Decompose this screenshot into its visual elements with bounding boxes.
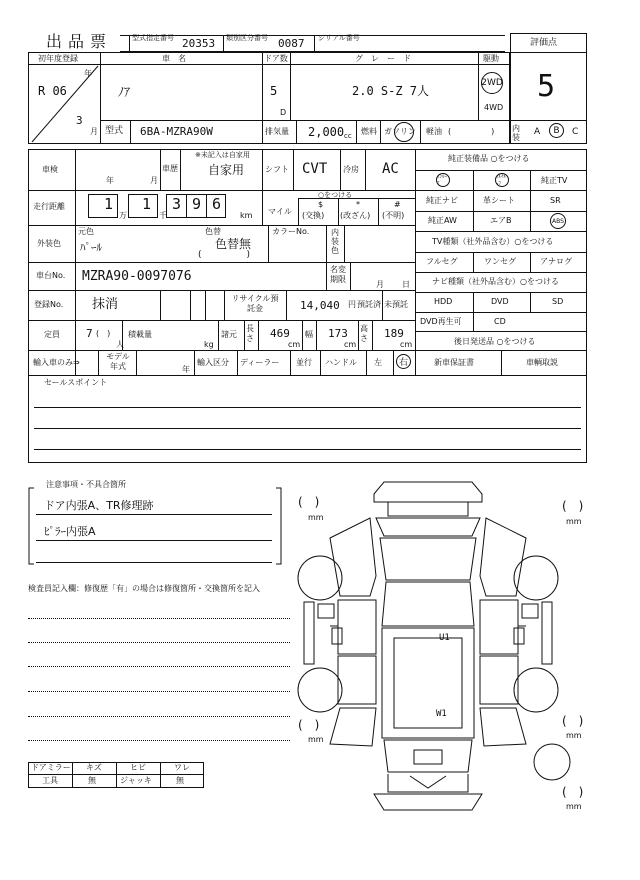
class-no-label: 類別区分番号 xyxy=(226,34,268,42)
doors-value: 5 xyxy=(270,84,278,98)
height: 189 xyxy=(384,327,404,340)
fuel-circle xyxy=(394,122,414,142)
inspector-label: 検査員記入欄：修復歴「有」の場合は修復箇所・交換箇所を記入 xyxy=(28,584,260,593)
original-color: ﾊﾟｰﾙ xyxy=(80,241,102,254)
mileage-digit-5: 6 xyxy=(212,195,222,213)
drive-4wd: 4WD xyxy=(484,103,504,112)
car-name: ﾉｱ xyxy=(118,85,131,99)
damage-u1: U1 xyxy=(439,633,450,643)
reg-no: 抹消 xyxy=(92,297,119,312)
grade-value: 2.0 S-Z 7人 xyxy=(352,84,430,98)
notes-label: 注意事項・不具合箇所 xyxy=(46,480,126,489)
equip-abs: ABS xyxy=(550,213,566,229)
displacement: 2,000 xyxy=(308,125,345,139)
first-reg-month: 3 xyxy=(76,114,83,127)
shift-value: CVT xyxy=(302,161,328,177)
mileage-digit-1: 1 xyxy=(104,195,114,213)
ac-value: AC xyxy=(382,161,399,177)
mileage-digit-3: 3 xyxy=(172,195,182,213)
equip-multiroof: ﾏﾙﾁﾙｰﾌ xyxy=(495,173,509,187)
mileage-digit-2: 1 xyxy=(142,195,152,213)
serial-label: シリアル番号 xyxy=(318,34,360,42)
fuel-gasoline: ガソリン xyxy=(384,127,416,136)
fuel-diesel: 軽油 xyxy=(426,127,442,136)
grade-label: グ レ ー ド xyxy=(355,54,411,63)
car-body-diagram xyxy=(290,476,590,816)
model-no-label: 型式指定番号 xyxy=(132,34,174,42)
score-value: 5 xyxy=(537,69,556,104)
chassis-no: MZRA90-0097076 xyxy=(82,269,192,284)
equip-tv: 純正TV xyxy=(541,176,568,185)
length: 469 xyxy=(270,327,290,340)
recycle-amount: 14,040 xyxy=(300,299,340,312)
drive-2wd: 2WD xyxy=(481,72,503,94)
handle-right: 右 xyxy=(396,354,411,369)
first-reg-label: 初年度登録 xyxy=(38,54,78,63)
drive-label: 駆動 xyxy=(483,54,499,63)
equip-sunroof: ｻﾝﾙｰﾌ xyxy=(436,173,450,187)
interior-grade-a: A xyxy=(534,127,541,137)
sales-point-label: セールスポイント xyxy=(44,378,108,387)
damage-w1: W1 xyxy=(436,709,447,719)
first-reg-era: R 06 xyxy=(38,84,67,98)
note-line-1: ドア内張A、TR修理跡 xyxy=(44,499,154,512)
color-change: 色替無 xyxy=(215,237,252,251)
mileage-digit-4: 9 xyxy=(192,195,202,213)
interior-grade-b: B xyxy=(549,123,564,138)
car-name-label: 車 名 xyxy=(162,54,186,63)
doors-label: ドア数 xyxy=(264,54,288,63)
model-value: 6BA-MZRA90W xyxy=(140,125,213,138)
capacity: 7 xyxy=(86,327,93,340)
interior-grade-c: C xyxy=(572,127,579,137)
form-title: 出品票 xyxy=(46,32,113,51)
car-history: 自家用 xyxy=(208,163,245,177)
width: 173 xyxy=(328,327,348,340)
note-line-2: ﾋﾟﾗｰ内張A xyxy=(44,525,96,538)
class-no: 0087 xyxy=(278,37,305,50)
model-no: 20353 xyxy=(182,37,216,50)
